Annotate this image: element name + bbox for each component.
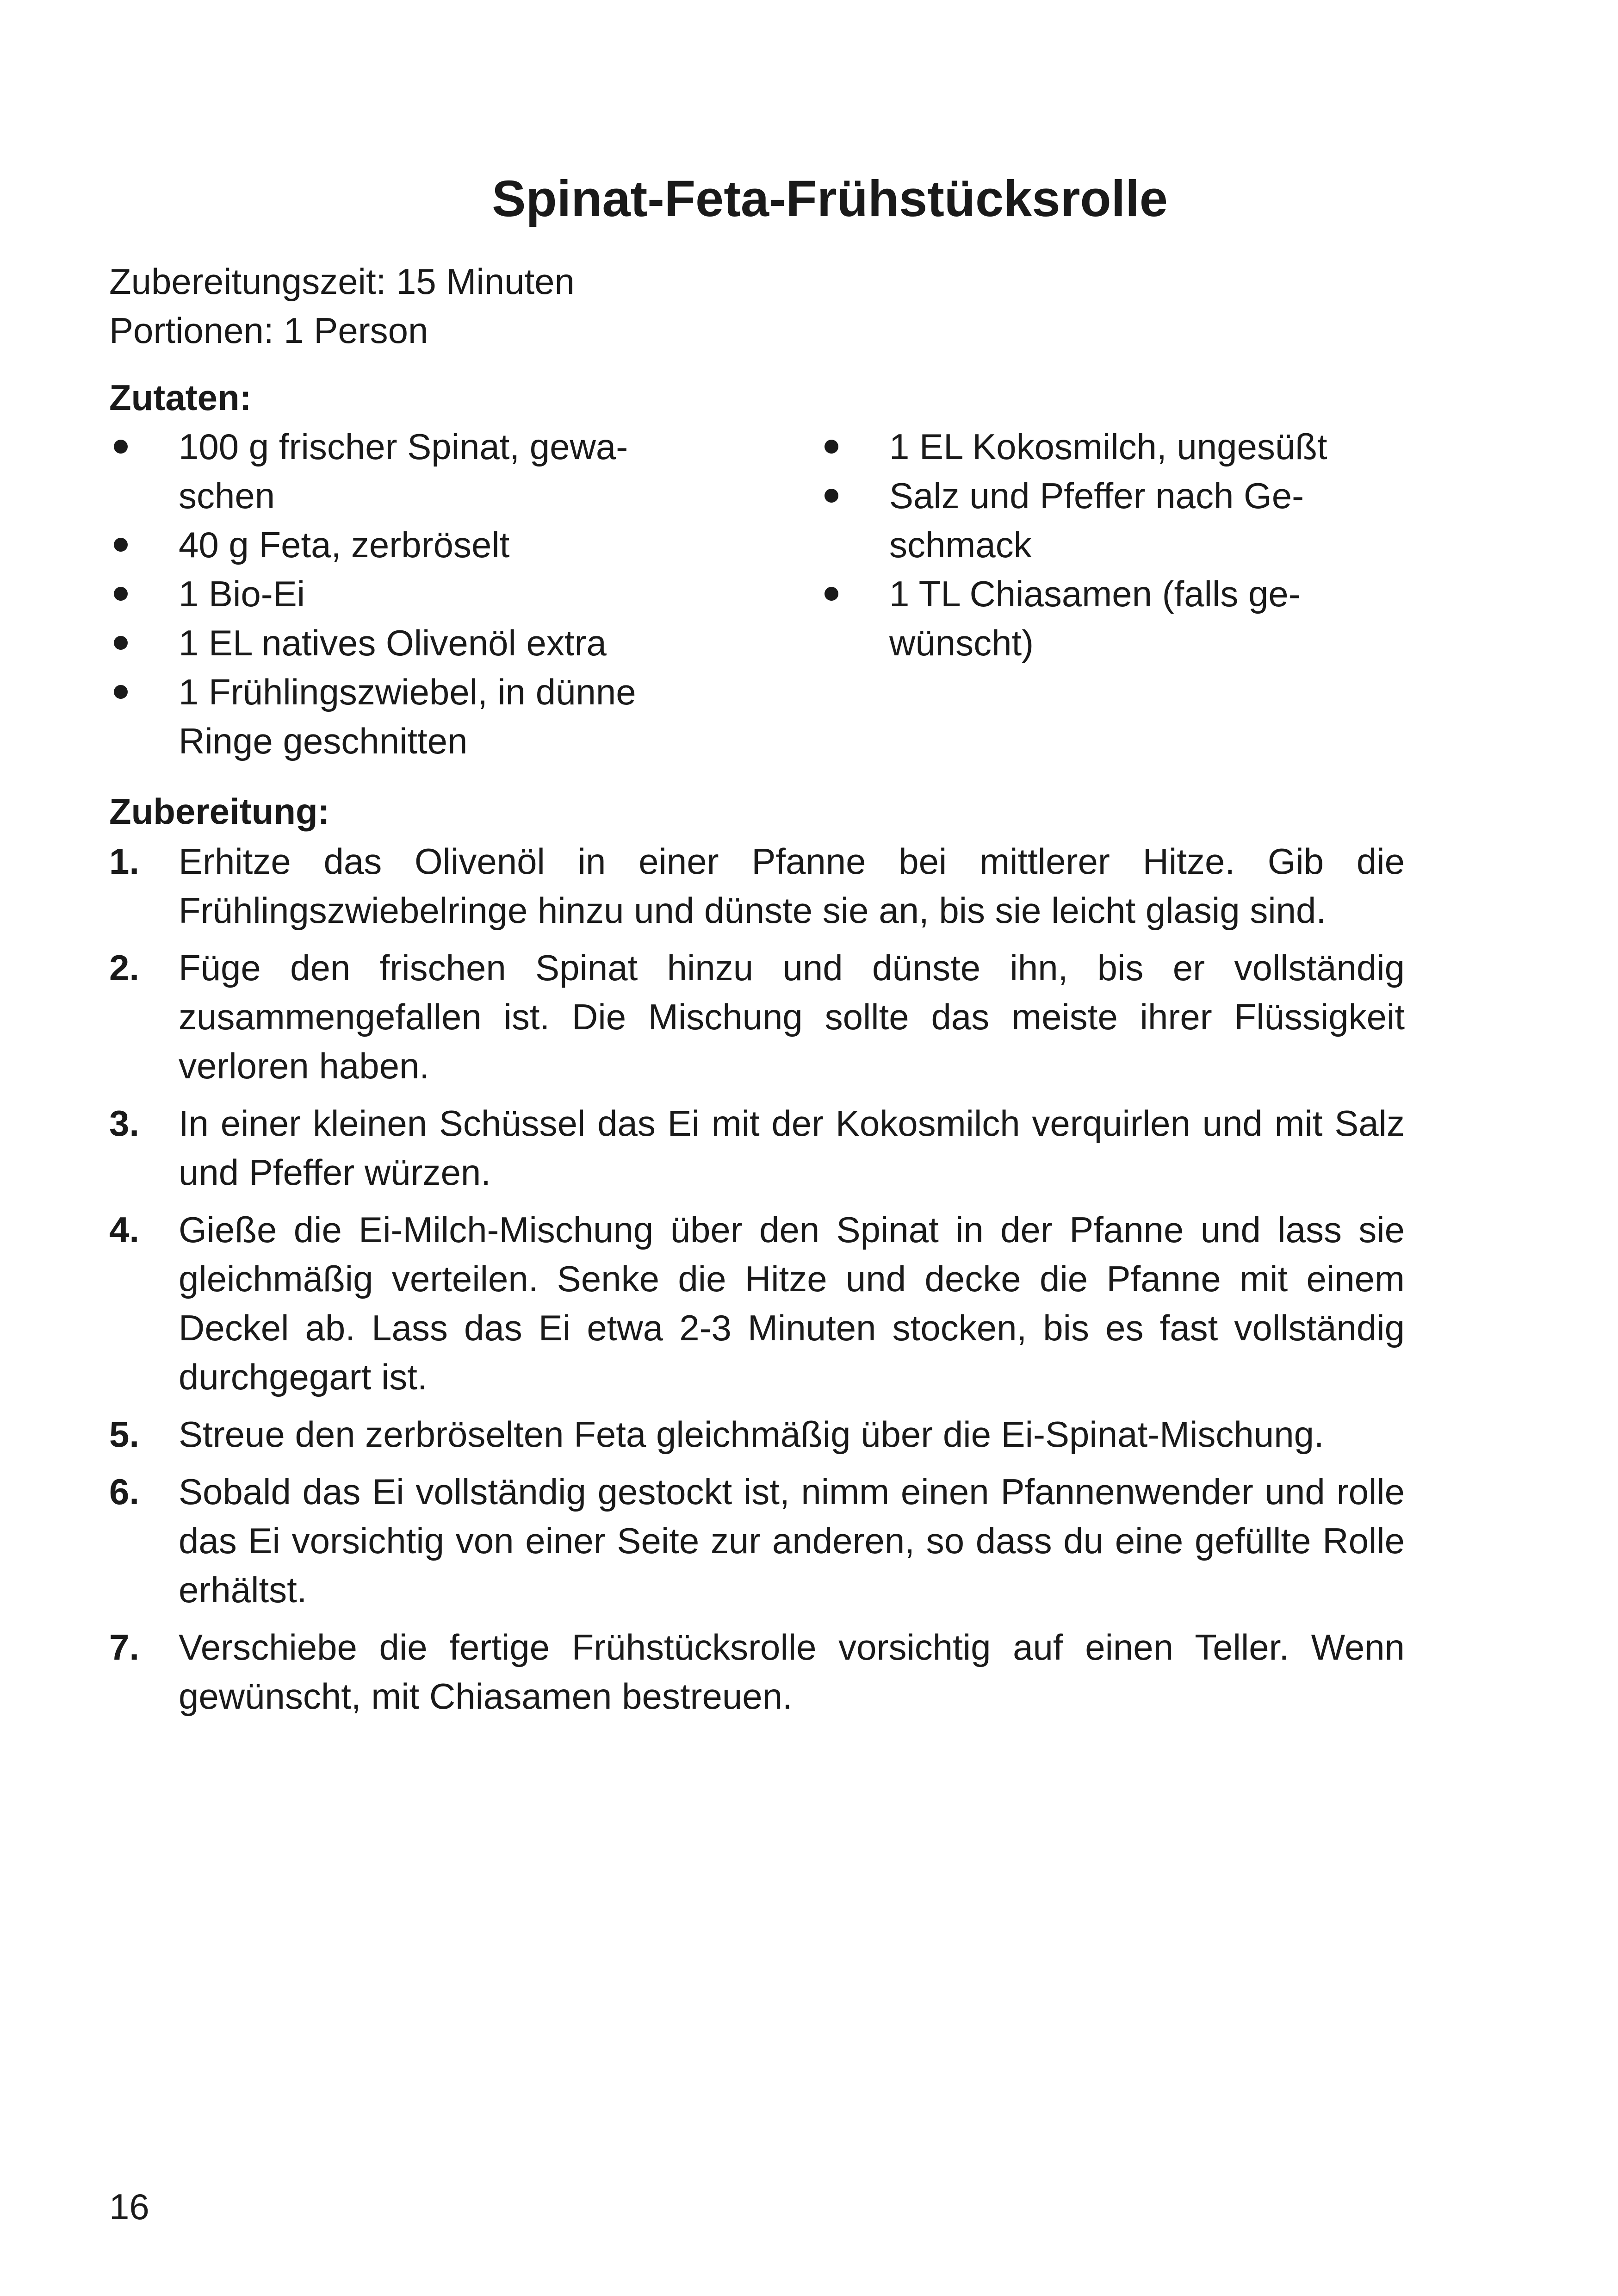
step-number: 6. (109, 1471, 140, 1512)
step-item (109, 1205, 1405, 1401)
step-text: Erhitze das Olivenöl in einer Pfanne bei mittlerer Hitze. Gib die Frühlingszwiebelringe hinzu und dünste sie an, bis sie leicht glasig sind. (179, 841, 1405, 931)
ingredient-item: Salz und Pfeffer nach Ge-schmack (820, 471, 1384, 569)
step-item (109, 1410, 1405, 1459)
step-number: 5. (109, 1414, 140, 1455)
portions: Portionen: 1 Person (109, 310, 428, 351)
ingredient-item: 100 g frischer Spinat, gewa-schen (109, 422, 692, 520)
ingredient-item: 1 Frühlingszwiebel, in dünne Ringe geschnitten (109, 667, 692, 765)
step-text: Streue den zerbröselten Feta gleichmäßig über die Ei-Spinat-Mischung. (179, 1414, 1324, 1455)
step-number: 1. (109, 841, 140, 882)
preparation-heading: Zubereitung: (109, 791, 330, 832)
step-number: 3. (109, 1103, 140, 1144)
step-text: Verschiebe die fertige Frühstücksrolle vorsichtig auf einen Teller. Wenn gewünscht, mit Chiasamen bestreuen. (179, 1627, 1405, 1717)
page-title: Spinat-Feta-Frühstücksrolle (492, 170, 1168, 227)
step-text: Füge den frischen Spinat hinzu und dünste ihn, bis er vollständig zusammengefallen ist. Die Mischung sollte das meiste ihrer Flüssigkeit verloren haben. (179, 947, 1405, 1086)
step-text: Gieße die Ei-Milch-Mischung über den Spinat in der Pfanne und lass sie gleichmäßig verteilen. Senke die Hitze und decke die Pfanne mit einem Deckel ab. Lass das Ei etwa 2-3 Minuten stocken, bis es fast vollständig durchgegart ist. (179, 1209, 1405, 1397)
step-text: Sobald das Ei vollständig gestockt ist, nimm einen Pfannenwender und rolle das Ei vorsichtig von einer Seite zur anderen, so dass du eine gefüllte Rolle erhältst. (179, 1471, 1405, 1610)
recipe-meta (109, 257, 575, 355)
ingredient-item: 1 TL Chiasamen (falls ge-wünscht) (820, 569, 1384, 667)
step-number: 2. (109, 947, 140, 988)
ingredients-list-right (820, 422, 1384, 667)
ingredient-item: 1 Bio-Ei (109, 569, 692, 618)
ingredients-list-left (109, 422, 692, 765)
step-item (109, 1623, 1405, 1721)
preparation-steps (109, 837, 1405, 1729)
step-text: In einer kleinen Schüssel das Ei mit der Kokosmilch verquirlen und mit Salz und Pfeffer würzen. (179, 1103, 1405, 1193)
prep-time: Zubereitungszeit: 15 Minuten (109, 261, 575, 302)
ingredient-item: 1 EL Kokosmilch, ungesüßt (820, 422, 1384, 471)
step-item (109, 837, 1405, 935)
step-item (109, 943, 1405, 1090)
ingredient-item: 1 EL natives Olivenöl extra (109, 618, 692, 667)
ingredients-heading: Zutaten: (109, 377, 252, 418)
ingredient-item: 40 g Feta, zerbröselt (109, 520, 692, 569)
step-number: 4. (109, 1209, 140, 1250)
step-item (109, 1099, 1405, 1197)
step-item (109, 1467, 1405, 1614)
step-number: 7. (109, 1627, 140, 1668)
page-number: 16 (109, 2186, 149, 2227)
